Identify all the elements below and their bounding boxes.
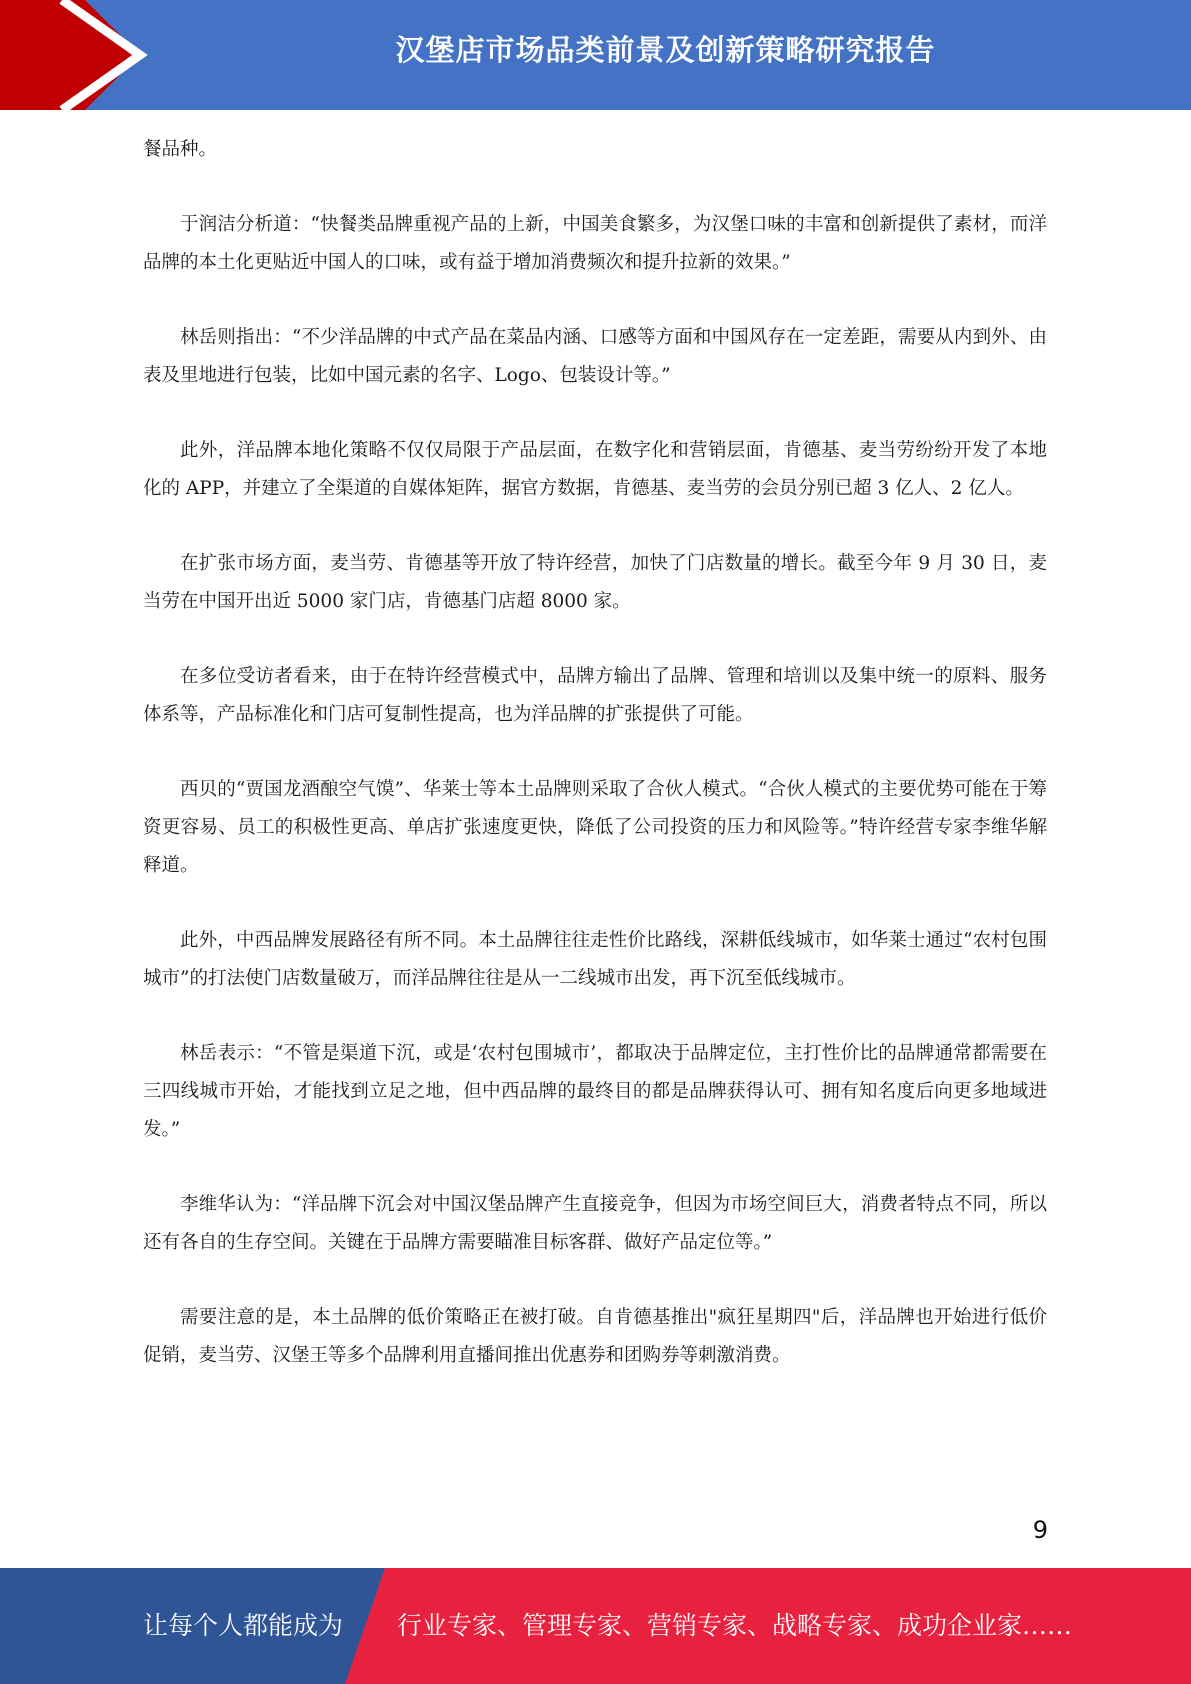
paragraph: 李维华认为：“洋品牌下沉会对中国汉堡品牌产生直接竞争，但因为市场空间巨大，消费者特点不同，所以还有各自的生存空间。关键在于品牌方需要瞄准目标客群、做好产品定位等。” xyxy=(143,1194,1047,1253)
page-number: 9 xyxy=(1032,1516,1048,1544)
paragraph: 在扩张市场方面，麦当劳、肯德基等开放了特许经营，加快了门店数量的增长。截至今年 9 月 30 日，麦当劳在中国开出近 5000 家门店，肯德基门店超 8000 家。 xyxy=(143,553,1047,612)
paragraph: 此外，洋品牌本地化策略不仅仅局限于产品层面，在数字化和营销层面，肯德基、麦当劳纷纷开发了本地化的 APP，并建立了全渠道的自媒体矩阵，据官方数据，肯德基、麦当劳的会员分别已超 3 亿人、2 亿人。 xyxy=(143,440,1047,499)
paragraph: 需要注意的是，本土品牌的低价策略正在被打破。自肯德基推出"疯狂星期四"后，洋品牌也开始进行低价促销，麦当劳、汉堡王等多个品牌利用直播间推出优惠券和团购券等刺激消费。 xyxy=(143,1307,1047,1366)
paragraph: 在多位受访者看来，由于在特许经营模式中，品牌方输出了品牌、管理和培训以及集中统一的原料、服务体系等，产品标准化和门店可复制性提高，也为洋品牌的扩张提供了可能。 xyxy=(143,666,1047,725)
report-title: 汉堡店市场品类前景及创新策略研究报告 xyxy=(395,33,936,67)
body-text xyxy=(143,131,1047,1412)
page-footer xyxy=(0,1568,1191,1684)
header-arrow-decoration xyxy=(0,0,160,110)
footer-slogan-right: 行业专家、管理专家、营销专家、战略专家、成功企业家…… xyxy=(397,1611,1073,1640)
footer-slogan-left: 让每个人都能成为 xyxy=(143,1611,344,1640)
paragraph: 林岳则指出：“不少洋品牌的中式产品在菜品内涵、口感等方面和中国风存在一定差距，需要从内到外、由表及里地进行包装，比如中国元素的名字、Logo、包装设计等。” xyxy=(143,327,1047,386)
paragraph: 西贝的“贾国龙酒酿空气馍”、华莱士等本土品牌则采取了合伙人模式。“合伙人模式的主要优势可能在于筹资更容易、员工的积极性更高、单店扩张速度更快，降低了公司投资的压力和风险等。”特许经营专家李维华解释道。 xyxy=(143,779,1047,876)
paragraph: 于润洁分析道：“快餐类品牌重视产品的上新，中国美食繁多，为汉堡口味的丰富和创新提供了素材，而洋品牌的本土化更贴近中国人的口味，或有益于增加消费频次和提升拉新的效果。” xyxy=(143,214,1047,273)
page-header xyxy=(0,0,1191,110)
paragraph: 餐品种。 xyxy=(143,139,218,160)
paragraph: 此外，中西品牌发展路径有所不同。本土品牌往往走性价比路线，深耕低线城市，如华莱士通过“农村包围城市”的打法使门店数量破万，而洋品牌往往是从一二线城市出发，再下沉至低线城市。 xyxy=(143,930,1047,989)
paragraph: 林岳表示：“不管是渠道下沉，或是‘农村包围城市’，都取决于品牌定位，主打性价比的品牌通常都需要在三四线城市开始，才能找到立足之地，但中西品牌的最终目的都是品牌获得认可、拥有知名度后向更多地域进发。” xyxy=(143,1043,1047,1140)
